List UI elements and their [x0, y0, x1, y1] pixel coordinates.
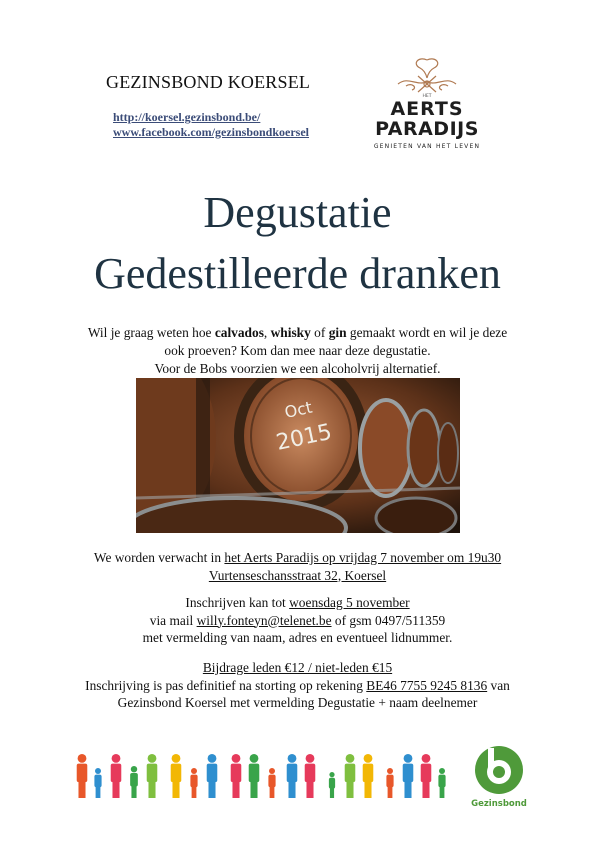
email-link[interactable]: willy.fonteyn@telenet.be: [196, 612, 332, 628]
person-figure: [305, 754, 316, 798]
person-figure: [207, 754, 218, 798]
person-figure: [403, 754, 414, 798]
location-block: We worden verwacht in het Aerts Paradijs op vrijdag 7 november om 19u30 Vurtenseschansstraat 32, Koersel: [93, 550, 502, 583]
price: Bijdrage leden €12 / niet-leden €15: [202, 660, 393, 675]
title-line2: Gedestilleerde dranken: [94, 249, 501, 298]
title-line1: Degustatie: [203, 188, 392, 237]
location-link[interactable]: het Aerts Paradijs op vrijdag 7 november om 19u30: [224, 550, 502, 565]
person-figure: [421, 754, 432, 798]
person-figure: [287, 754, 298, 798]
facebook-link[interactable]: www.facebook.com/gezinsbondkoersel: [113, 125, 309, 139]
whisky-bold: whisky: [270, 325, 311, 340]
logo-tagline: GENIETEN VAN HET LEVEN: [373, 143, 481, 150]
gezinsbond-emblem-icon: [468, 742, 530, 798]
person-figure: [386, 768, 393, 798]
barrels-photo: [136, 378, 460, 533]
person-figure: [329, 772, 335, 798]
logo-emblem-icon: [368, 54, 486, 98]
iban: BE46 7755 9245 8136: [366, 677, 488, 693]
person-figure: [363, 754, 374, 798]
deadline: woensdag 5 november: [289, 595, 410, 610]
person-figure: [130, 766, 138, 798]
person-figure: [231, 754, 242, 798]
family-people-icon: [76, 748, 452, 798]
person-figure: [345, 754, 356, 798]
aerts-paradijs-logo: [368, 54, 486, 152]
intro-text: Wil je graag weten hoe calvados, whisky of gin gemaakt wordt en wil je deze ook proeven? Kom dan mee naar deze degustatie. Voor de Bobs voorzien we een alcoholvrij alternatief.: [87, 325, 508, 376]
svg-text:Oct: Oct: [282, 397, 314, 422]
calvados-bold: calvados: [214, 325, 264, 340]
person-figure: [94, 768, 101, 798]
person-figure: [147, 754, 158, 798]
person-figure: [268, 768, 275, 798]
logo-line2: PARADIJS: [375, 118, 479, 140]
person-figure: [77, 754, 88, 798]
person-figure: [249, 754, 260, 798]
address: Vurtenseschansstraat 32, Koersel: [208, 567, 387, 583]
fee-block: Bijdrage leden €12 / niet-leden €15 Inschrijving is pas definitief na storting op rekening BE46 7755 9245 8136 van Gezinsbond Koersel met vermelding Degustatie + naam deelnemer: [85, 660, 510, 710]
person-figure: [438, 768, 445, 798]
org-name: GEZINSBOND KOERSEL: [106, 72, 311, 92]
header-links: [113, 110, 309, 140]
registration-block: Inschrijven kan tot woensdag 5 november via mail willy.fonteyn@telenet.be of gsm 0497/511359 met vermelding van naam, adres en eventueel lidnummer.: [142, 595, 453, 645]
gin-bold: gin: [328, 325, 347, 340]
person-figure: [171, 754, 182, 798]
svg-text:HET: HET: [422, 94, 432, 98]
gezinsbond-logo: [468, 742, 530, 814]
website-link[interactable]: http://koersel.gezinsbond.be/: [113, 110, 261, 124]
person-figure: [190, 768, 197, 798]
svg-text:2015: 2015: [274, 419, 335, 456]
logo-line1: AERTS: [390, 98, 464, 120]
gezinsbond-label: Gezinsbond: [471, 799, 527, 809]
family-figures: [76, 748, 452, 798]
person-figure: [111, 754, 122, 798]
